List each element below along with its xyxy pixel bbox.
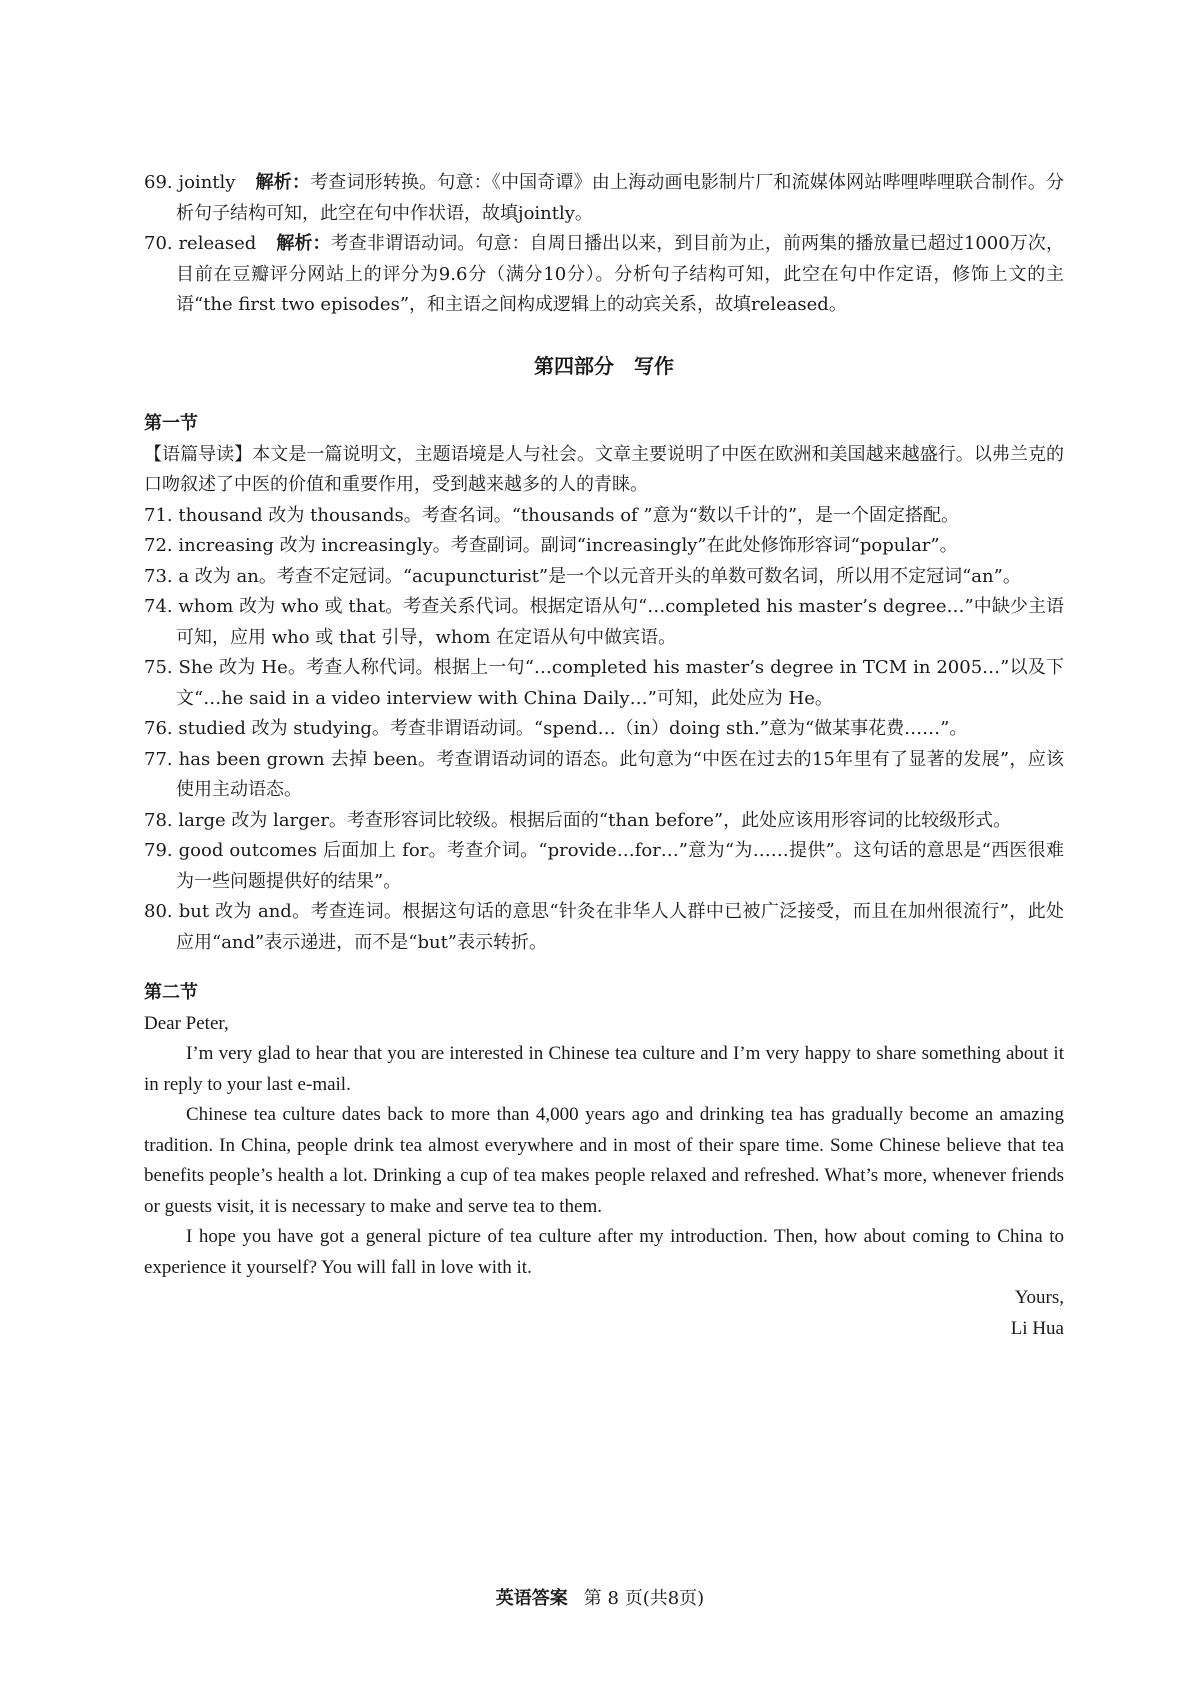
correction-item-75: 75. She 改为 He。考查人称代词。根据上一句“…completed his master’s degree in TCM in 2005…”以及下文“…he said in a video interview with China Daily…”可知，此处应为 He。 [144,657,1064,709]
analysis-text: 考查词形转换。句意：《中国奇谭》由上海动画电影制片厂和流媒体网站哔哩哔哩联合制作。分析句子结构可知，此空在句中作状语，故填jointly。 [176,172,1065,224]
analysis-label: 解析： [255,172,311,193]
footer-subject: 英语答案 [495,1588,568,1609]
answer-number: 69. jointly [144,172,236,193]
analysis-text: 考查非谓语动词。句意：自周日播出以来，到目前为止，前两集的播放量已超过1000万次，目前在豆瓣评分网站上的评分为9.6分（满分10分）。分析句子结构可知，此空在句中作定语，修饰上文的主语“the first two episodes”，和主语之间构成逻辑上的动宾关系，故填released。 [176,233,1064,315]
correction-item-72: 72. increasing 改为 increasingly。考查副词。副词“increasingly”在此处修饰形容词“popular”。 [144,535,958,556]
letter-signature: Li Hua [1010,1317,1064,1339]
section-1-heading: 第一节 [144,413,198,434]
letter-paragraph: Chinese tea culture dates back to more than 4,000 years ago and drinking tea has gradually become an amazing tradition. In China, people drink tea almost everywhere and in most of their spare time. Some Chinese believe that tea benefits people’s health a lot. Drinking a cup of tea makes people relaxed and refreshed. What’s more, whenever friends or guests visit, it is necessary to make and serve tea to them. [144,1104,1064,1217]
correction-item-78: 78. large 改为 larger。考查形容词比较级。根据后面的“than before”，此处应该用形容词的比较级形式。 [144,809,1012,831]
correction-item-77: 77. has been grown 去掉 been。考查谓语动词的语态。此句意为“中医在过去的15年里有了显著的发展”，应该使用主动语态。 [144,748,1064,800]
footer-page-number: 第 8 页(共8页) [583,1588,705,1609]
section-title: 第四部分 写作 [534,353,674,378]
letter-greeting: Dear Peter, [144,1012,229,1034]
answer-item-69 [144,168,1064,229]
correction-item-76: 76. studied 改为 studying。考查非谓语动词。“spend…（in）doing sth.”意为“做某事花费……”。 [144,718,968,739]
page-footer [0,1584,1200,1615]
section-2-heading: 第二节 [144,982,198,1003]
correction-item-73: 73. a 改为 an。考查不定冠词。“acupuncturist”是一个以元音开头的单数可数名词，所以用不定冠词“an”。 [144,565,1021,587]
page-content [144,168,1064,1344]
letter-closing: Yours, [1014,1287,1064,1308]
spacer [144,958,1064,978]
answer-number: 70. released [144,233,257,254]
correction-item-79: 79. good outcomes 后面加上 for。考查介词。“provide…for…”意为“为……提供”。这句话的意思是“西医很难为一些问题提供好的结果”。 [144,840,1064,892]
correction-item-71: 71. thousand 改为 thousands。考查名词。“thousands of ”意为“数以千计的”，是一个固定搭配。 [144,504,960,526]
passage-intro: 【语篇导读】本文是一篇说明文，主题语境是人与社会。文章主要说明了中医在欧洲和美国越来越盛行。以弗兰克的口吻叙述了中医的价值和重要作用，受到越来越多的人的青睐。 [144,443,1064,495]
correction-item-80: 80. but 改为 and。考查连词。根据这句话的意思“针灸在非华人人群中已被广泛接受，而且在加州很流行”，此处应用“and”表示递进，而不是“but”表示转折。 [144,901,1064,953]
answer-item-70 [144,229,1064,321]
letter-paragraph: I’m very glad to hear that you are interested in Chinese tea culture and I’m very happy to share something about it in reply to your last e-mail. [144,1043,1064,1095]
correction-item-74: 74. whom 改为 who 或 that。考查关系代词。根据定语从句“…completed his master’s degree…”中缺少主语可知，应用 who 或 that 引导，whom 在定语从句中做宾语。 [144,596,1064,648]
letter-paragraph: I hope you have got a general picture of tea culture after my introduction. Then, how about coming to China to experience it yourself? You will fall in love with it. [144,1226,1064,1278]
analysis-label: 解析： [276,233,331,254]
